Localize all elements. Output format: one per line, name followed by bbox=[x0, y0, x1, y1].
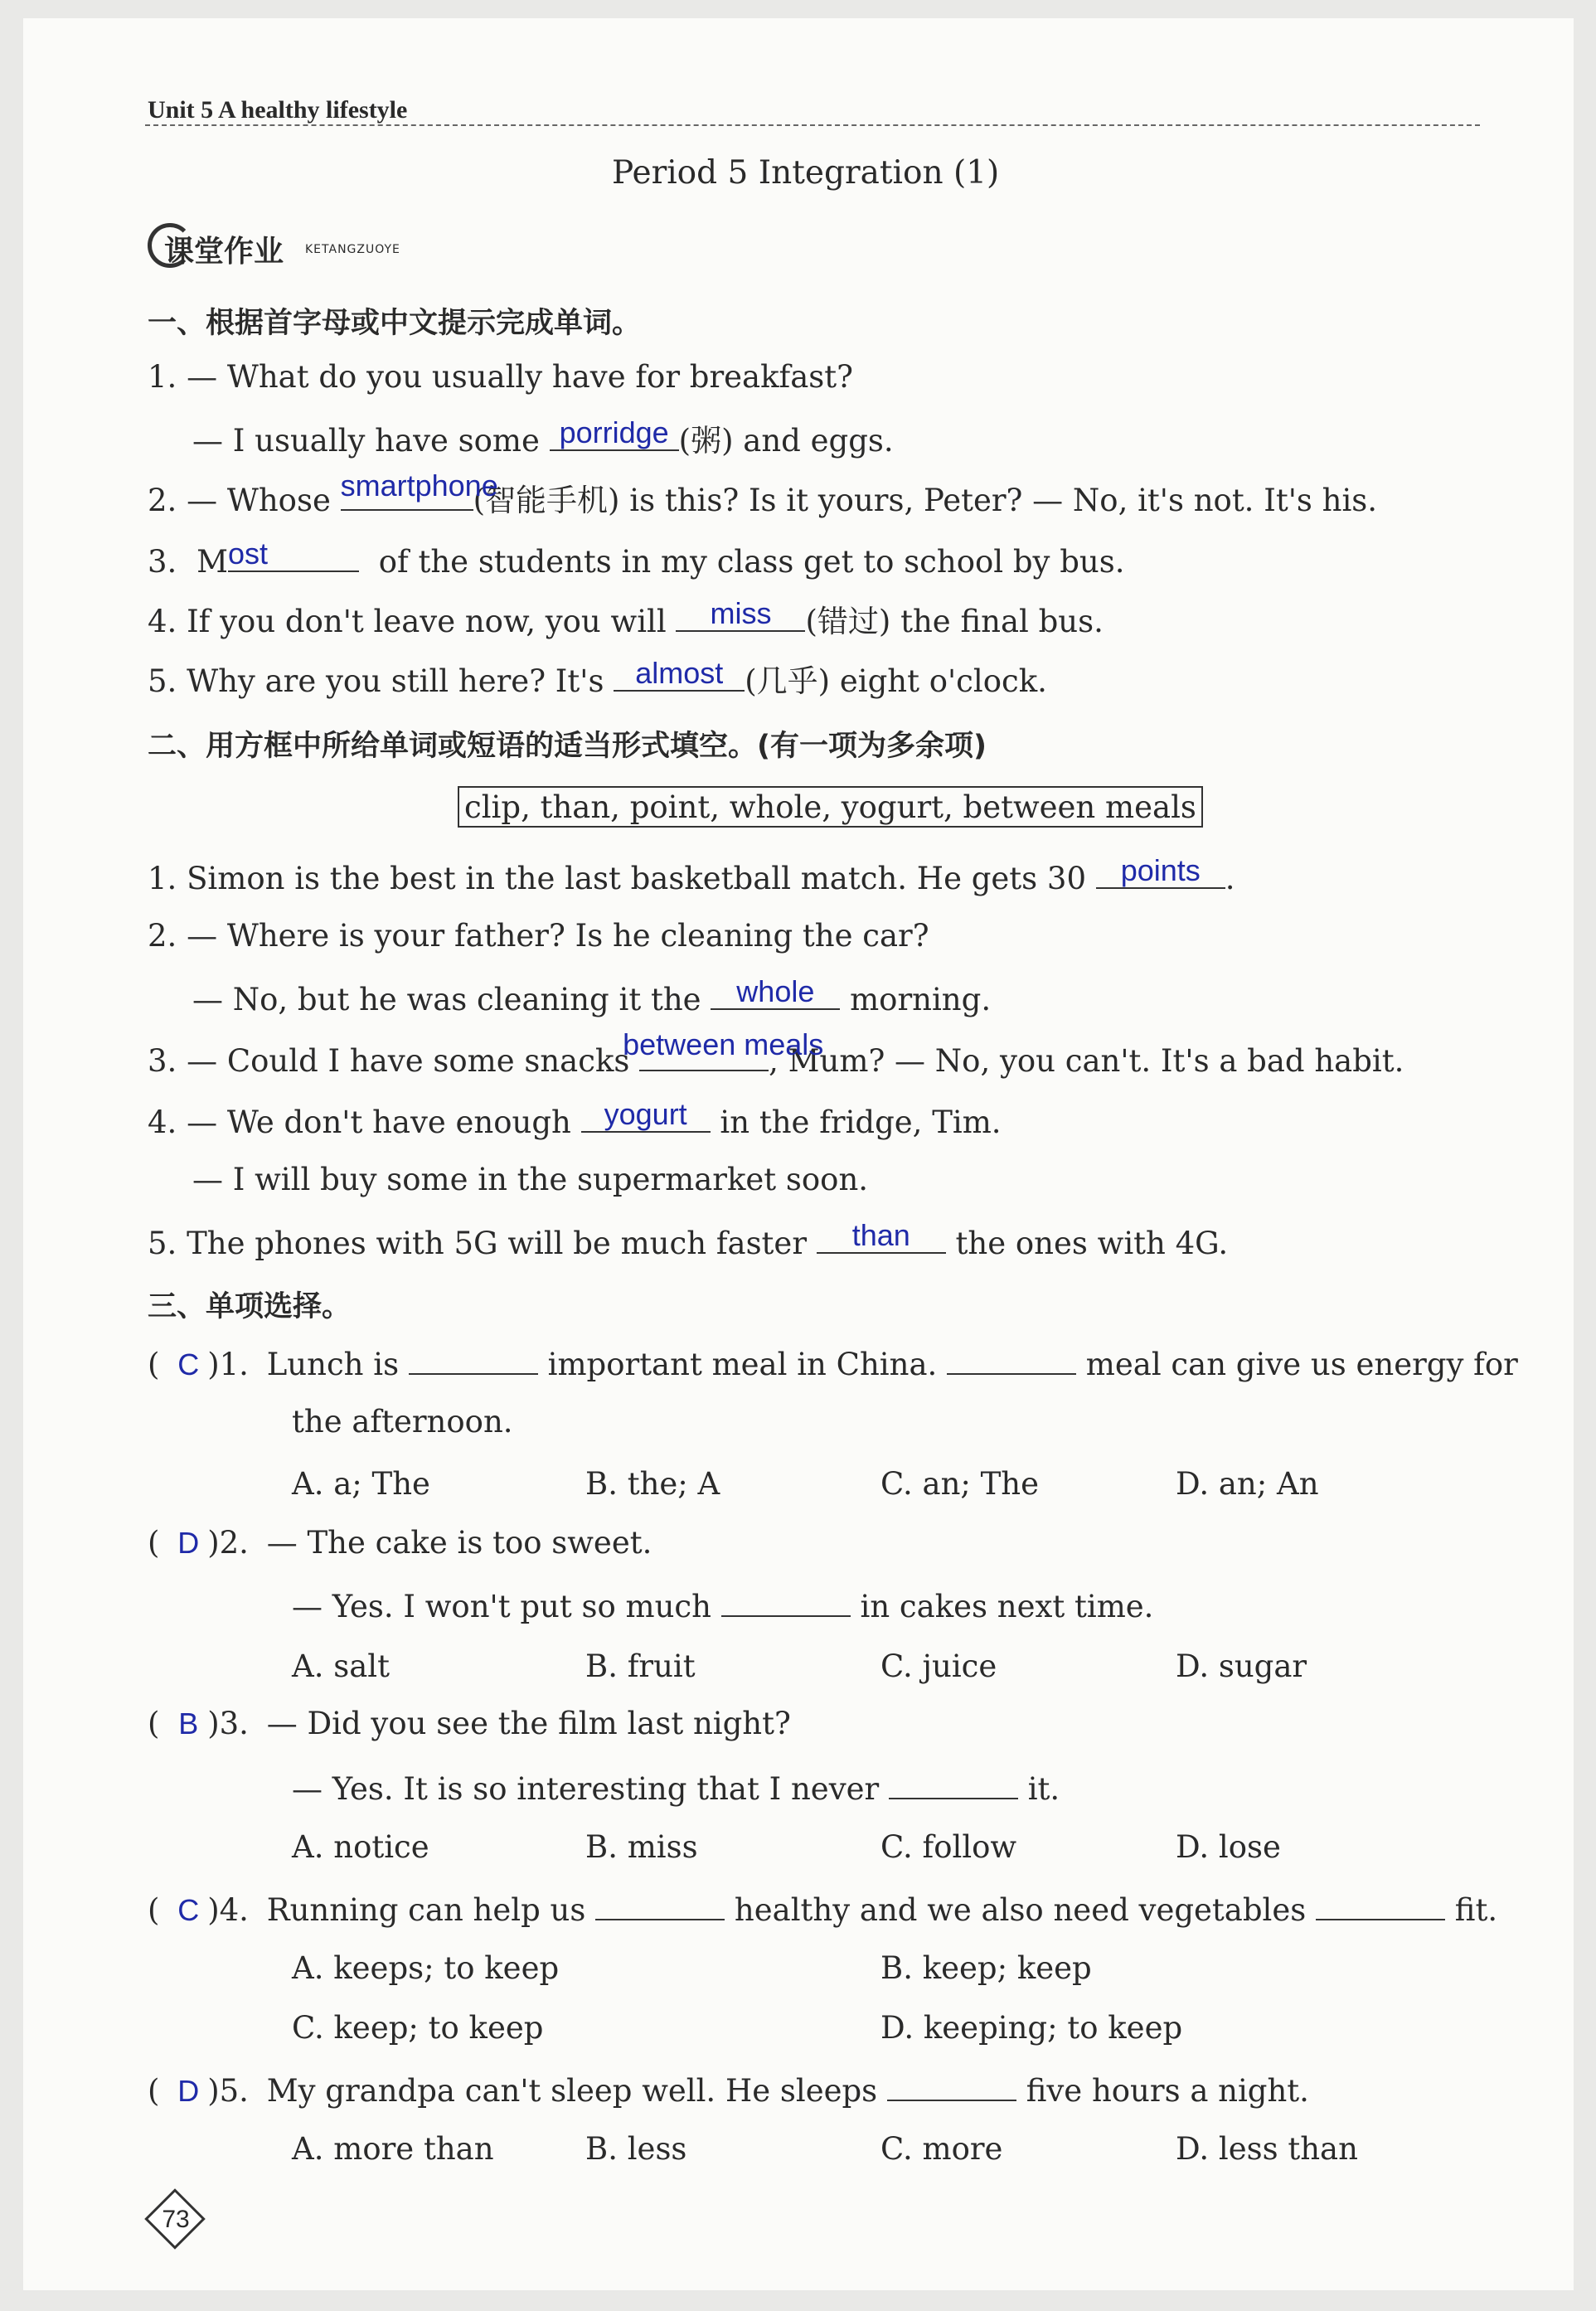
section3-title: 三、单项选择。 bbox=[148, 1290, 352, 1323]
s2-q4: 4. — We don't have enough yogurt in the fridge, Tim. bbox=[148, 1097, 1002, 1140]
s2-q4-blank[interactable]: yogurt bbox=[581, 1103, 711, 1133]
s3-q2-option-c[interactable]: C. juice bbox=[880, 1648, 997, 1684]
s1-q1-question: 1. — What do you usually have for breakfast? bbox=[148, 359, 853, 395]
s3-q2-option-b[interactable]: B. fruit bbox=[585, 1648, 696, 1684]
s3-q5-option-a[interactable]: A. more than bbox=[292, 2131, 494, 2167]
s3-q2-answer[interactable]: D bbox=[177, 1526, 200, 1560]
s3-q4-answer[interactable]: C bbox=[177, 1893, 200, 1927]
s3-q4-blank-2 bbox=[1316, 1891, 1445, 1920]
s1-q5: 5. Why are you still here? It's almost (几乎) eight o'clock. bbox=[148, 656, 1047, 699]
s3-q1-stem-cont: the afternoon. bbox=[292, 1404, 513, 1440]
s3-q1-blank-2 bbox=[947, 1345, 1076, 1375]
s3-q3: ( B )3. — Did you see the film last night? bbox=[148, 1706, 791, 1741]
s3-q1-blank-1 bbox=[409, 1345, 538, 1375]
unit-header: Unit 5 A healthy lifestyle bbox=[148, 96, 408, 124]
page-number-badge bbox=[145, 2189, 206, 2250]
s3-q2: ( D )2. — The cake is too sweet. bbox=[148, 1525, 652, 1561]
s3-q5-option-d[interactable]: D. less than bbox=[1176, 2131, 1358, 2167]
s3-q2-option-d[interactable]: D. sugar bbox=[1176, 1648, 1307, 1684]
s3-q1-option-a[interactable]: A. a; The bbox=[292, 1466, 430, 1502]
s3-q3-answer[interactable]: B bbox=[178, 1707, 199, 1741]
s3-q4-option-d[interactable]: D. keeping; to keep bbox=[880, 2010, 1183, 2046]
badge-label: 课堂作业 bbox=[164, 235, 284, 269]
classwork-badge bbox=[148, 220, 400, 271]
s1-q1-blank[interactable]: porridge bbox=[550, 421, 679, 451]
s2-q3-blank[interactable]: between meals bbox=[639, 1041, 769, 1071]
s2-q2-blank[interactable]: whole bbox=[711, 980, 840, 1010]
s1-q5-blank[interactable]: almost bbox=[614, 662, 745, 692]
s3-q4: ( C )4. Running can help us healthy and we also need vegetables fit. bbox=[148, 1892, 1498, 1928]
s3-q2-reply: — Yes. I won't put so much in cakes next time. bbox=[292, 1589, 1154, 1624]
page-number: 73 bbox=[162, 2206, 190, 2233]
s3-q4-option-a[interactable]: A. keeps; to keep bbox=[292, 1950, 560, 1986]
s3-q5-answer[interactable]: D bbox=[177, 2074, 200, 2108]
s1-q1-answer-line: — I usually have some porridge (粥) and eggs. bbox=[192, 415, 894, 459]
s3-q3-option-a[interactable]: A. notice bbox=[292, 1829, 429, 1865]
badge-sub: KETANGZUOYE bbox=[305, 243, 400, 256]
period-title: Period 5 Integration (1) bbox=[612, 154, 1000, 192]
s3-q4-blank-1 bbox=[595, 1891, 725, 1920]
s2-q3: 3. — Could I have some snacks between meals , Mum? — No, you can't. It's a bad habit. bbox=[148, 1027, 1404, 1079]
s3-q5-blank bbox=[887, 2071, 1016, 2101]
s3-q2-option-a[interactable]: A. salt bbox=[292, 1648, 390, 1684]
s1-q3: 3. M ost of the students in my class get to school by bus. bbox=[148, 536, 1125, 580]
s1-q2: 2. — Whose smartphone (智能手机) is this? Is it yours, Peter? — No, it's not. It's his. bbox=[148, 469, 1378, 518]
s1-q4: 4. If you don't leave now, you will miss (错过) the final bus. bbox=[148, 596, 1104, 639]
section2-title: 二、用方框中所给单词或短语的适当形式填空。(有一项为多余项) bbox=[148, 730, 987, 763]
s1-q4-blank[interactable]: miss bbox=[676, 602, 805, 632]
s3-q4-option-c[interactable]: C. keep; to keep bbox=[292, 2010, 544, 2046]
s3-q3-reply: — Yes. It is so interesting that I never it. bbox=[292, 1771, 1060, 1807]
s3-q1: ( C )1. Lunch is important meal in China. meal can give us energy for bbox=[148, 1347, 1518, 1382]
s3-q1-option-c[interactable]: C. an; The bbox=[880, 1466, 1040, 1502]
section1-title: 一、根据首字母或中文提示完成单词。 bbox=[148, 307, 642, 340]
word-box: clip, than, point, whole, yogurt, between meals bbox=[458, 786, 1203, 828]
s3-q2-blank bbox=[721, 1587, 851, 1617]
s3-q1-option-d[interactable]: D. an; An bbox=[1176, 1466, 1319, 1502]
s3-q4-option-b[interactable]: B. keep; keep bbox=[880, 1950, 1092, 1986]
s3-q1-option-b[interactable]: B. the; A bbox=[585, 1466, 720, 1502]
s3-q1-answer[interactable]: C bbox=[177, 1347, 200, 1381]
s3-q3-option-b[interactable]: B. miss bbox=[585, 1829, 698, 1865]
s2-q4-reply: — I will buy some in the supermarket soon. bbox=[192, 1162, 869, 1197]
s3-q5: ( D )5. My grandpa can't sleep well. He sleeps five hours a night. bbox=[148, 2073, 1309, 2109]
s2-q5-blank[interactable]: than bbox=[817, 1224, 946, 1254]
s3-q5-option-c[interactable]: C. more bbox=[880, 2131, 1003, 2167]
s3-q3-option-c[interactable]: C. follow bbox=[880, 1829, 1017, 1865]
header-divider bbox=[145, 124, 1480, 126]
s2-q1: 1. Simon is the best in the last basketball match. He gets 30 points . bbox=[148, 853, 1235, 896]
s3-q5-option-b[interactable]: B. less bbox=[585, 2131, 687, 2167]
s3-q3-option-d[interactable]: D. lose bbox=[1176, 1829, 1281, 1865]
s1-q3-blank[interactable]: ost bbox=[228, 542, 359, 572]
s2-q2-answer-line: — No, but he was cleaning it the whole morning. bbox=[192, 974, 992, 1017]
s3-q3-blank bbox=[889, 1770, 1018, 1799]
s1-q2-blank[interactable]: smartphone bbox=[341, 481, 473, 511]
s2-q5: 5. The phones with 5G will be much faster than the ones with 4G. bbox=[148, 1218, 1229, 1261]
s2-q1-blank[interactable]: points bbox=[1096, 859, 1225, 889]
s2-q2-question: 2. — Where is your father? Is he cleaning the car? bbox=[148, 918, 929, 954]
